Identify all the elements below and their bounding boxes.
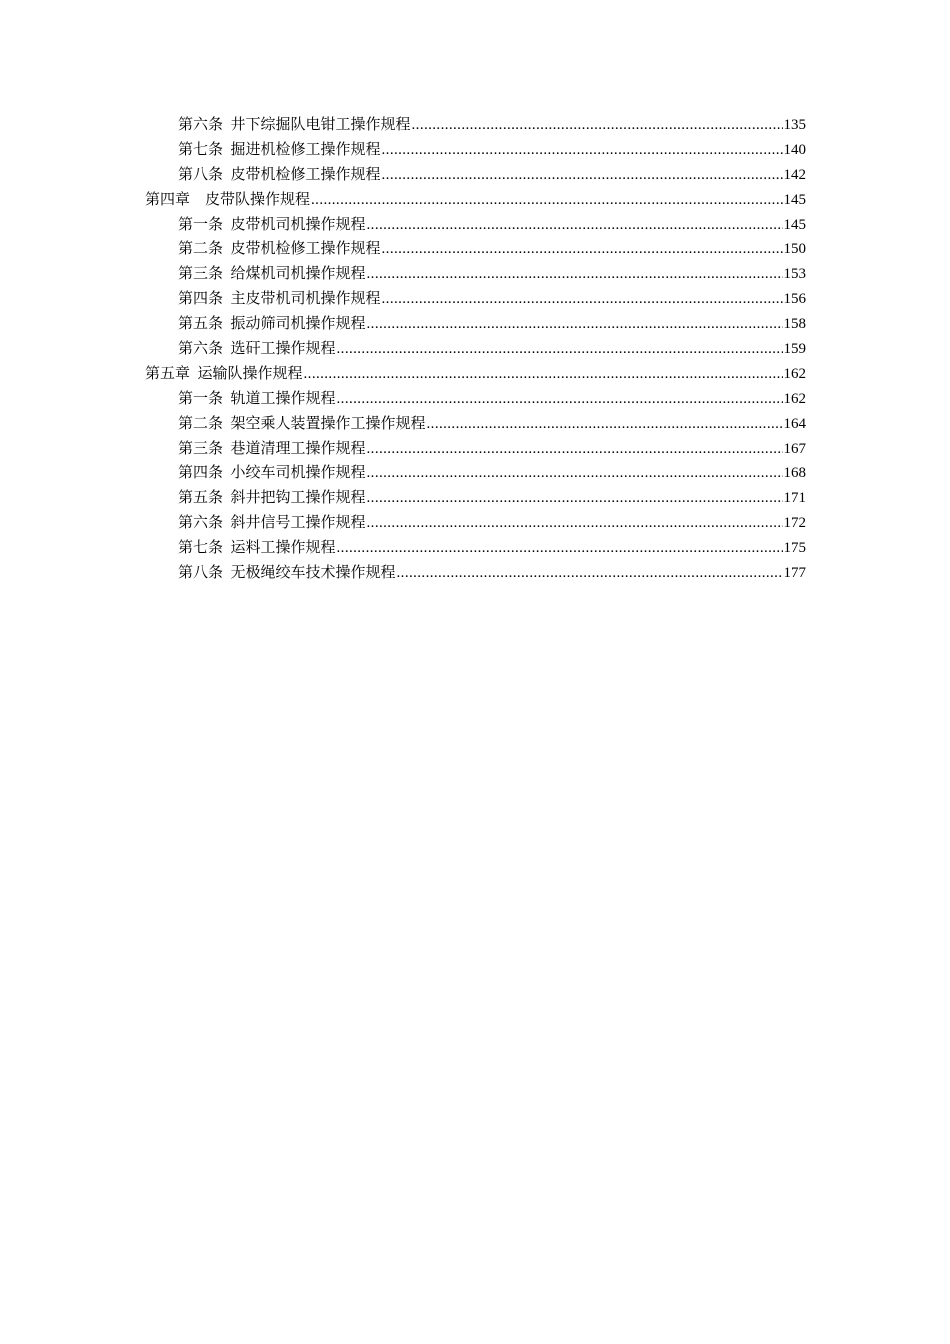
toc-dot-leader <box>304 362 783 387</box>
toc-entry-title: 第六条 斜井信号工操作规程 <box>178 515 366 532</box>
toc-page-number: 171 <box>783 490 806 507</box>
toc-page-number: 145 <box>783 191 806 208</box>
toc-dot-leader <box>367 437 783 462</box>
toc-entry[interactable] <box>0 237 950 262</box>
toc-page-number: 168 <box>783 465 806 482</box>
toc-dot-leader <box>382 163 783 188</box>
toc-entry-title: 第七条 运料工操作规程 <box>178 540 336 557</box>
toc-entry[interactable] <box>0 188 950 213</box>
toc-entry[interactable] <box>0 362 950 387</box>
toc-dot-leader <box>337 337 783 362</box>
toc-page-number: 142 <box>783 166 806 183</box>
toc-dot-leader <box>382 287 783 312</box>
toc-entry-title: 第四条 小绞车司机操作规程 <box>178 465 366 482</box>
toc-dot-leader <box>382 237 783 262</box>
toc-entry-title: 第三条 巷道清理工操作规程 <box>178 440 366 457</box>
toc-entry[interactable] <box>0 412 950 437</box>
toc-entry[interactable] <box>0 287 950 312</box>
toc-entry-title: 第六条 井下综掘队电钳工操作规程 <box>178 117 411 133</box>
toc-entry[interactable] <box>0 262 950 287</box>
toc-entry[interactable] <box>0 437 950 462</box>
toc-dot-leader <box>337 387 783 412</box>
toc-dot-leader <box>311 188 782 213</box>
toc-dot-leader <box>367 312 783 337</box>
toc-dot-leader <box>382 138 783 163</box>
toc-page-number: 162 <box>783 365 806 382</box>
toc-entry[interactable] <box>0 536 950 561</box>
toc-entry-title: 第四条 主皮带机司机操作规程 <box>178 291 381 308</box>
toc-dot-leader <box>412 113 783 138</box>
toc-page-number: 159 <box>783 341 806 358</box>
toc-entry[interactable] <box>0 312 950 337</box>
toc-page-number: 150 <box>783 241 806 258</box>
toc-page-number: 135 <box>783 117 806 133</box>
toc-page-number: 153 <box>783 266 806 283</box>
table-of-contents <box>0 113 950 586</box>
toc-page-number: 177 <box>783 565 806 582</box>
toc-entry-title: 第六条 选矸工操作规程 <box>178 341 336 358</box>
toc-entry[interactable] <box>0 387 950 412</box>
toc-entry[interactable] <box>0 486 950 511</box>
toc-dot-leader <box>337 536 783 561</box>
toc-page-number: 140 <box>783 141 806 158</box>
toc-entry[interactable] <box>0 213 950 238</box>
toc-entry-title: 第八条 皮带机检修工操作规程 <box>178 166 381 183</box>
toc-dot-leader <box>367 262 783 287</box>
toc-entry-title: 第五章 运输队操作规程 <box>145 365 303 382</box>
toc-page-number: 158 <box>783 316 806 333</box>
toc-dot-leader <box>427 412 783 437</box>
toc-entry-title: 第二条 皮带机检修工操作规程 <box>178 241 381 258</box>
toc-entry[interactable] <box>0 461 950 486</box>
toc-entry[interactable] <box>0 561 950 586</box>
toc-entry[interactable] <box>0 337 950 362</box>
toc-entry-title: 第五条 振动筛司机操作规程 <box>178 316 366 333</box>
toc-dot-leader <box>367 461 783 486</box>
toc-dot-leader <box>397 561 783 586</box>
toc-entry-title: 第一条 皮带机司机操作规程 <box>178 216 366 233</box>
toc-entry[interactable] <box>0 163 950 188</box>
toc-page-number: 156 <box>783 291 806 308</box>
toc-entry-title: 第四章 皮带队操作规程 <box>145 191 311 208</box>
toc-page-number: 175 <box>783 540 806 557</box>
toc-dot-leader <box>367 486 783 511</box>
toc-dot-leader <box>367 511 783 536</box>
toc-page-number: 162 <box>783 390 806 407</box>
toc-entry-title: 第一条 轨道工操作规程 <box>178 390 336 407</box>
toc-entry[interactable] <box>0 138 950 163</box>
toc-dot-leader <box>367 213 783 238</box>
toc-entry-title: 第七条 掘进机检修工操作规程 <box>178 141 381 158</box>
toc-entry[interactable] <box>0 511 950 536</box>
toc-page-number: 145 <box>783 216 806 233</box>
toc-entry[interactable] <box>0 113 950 138</box>
toc-entry-title: 第八条 无极绳绞车技术操作规程 <box>178 565 396 582</box>
toc-entry-title: 第三条 给煤机司机操作规程 <box>178 266 366 283</box>
toc-page-number: 167 <box>783 440 806 457</box>
toc-entry-title: 第五条 斜井把钩工操作规程 <box>178 490 366 507</box>
toc-entry-title: 第二条 架空乘人装置操作工操作规程 <box>178 415 426 432</box>
toc-page-number: 172 <box>783 515 806 532</box>
toc-page-number: 164 <box>783 415 806 432</box>
